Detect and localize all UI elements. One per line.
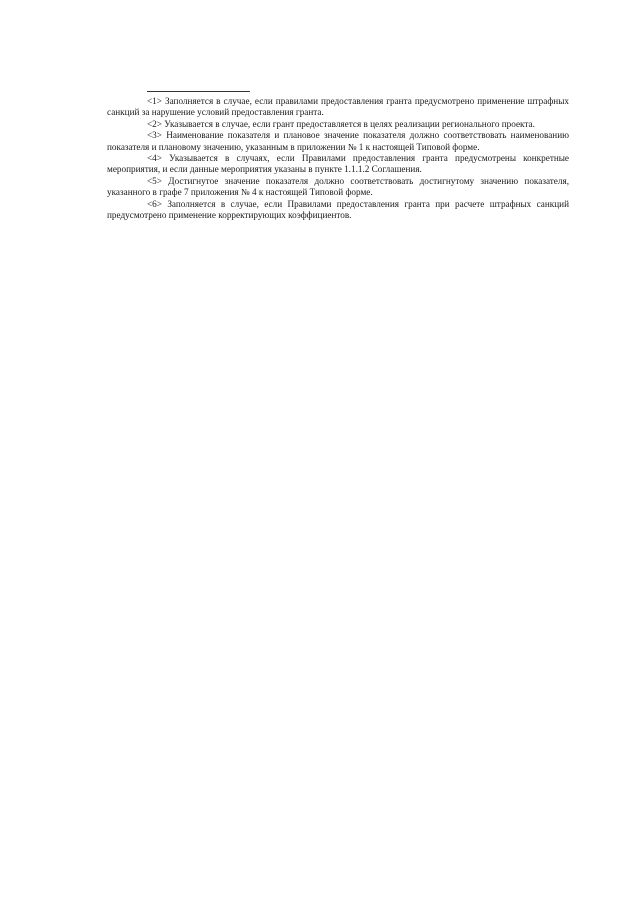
- footnote-marker: <4>: [147, 153, 162, 164]
- footnote-marker: <1>: [147, 96, 162, 106]
- footnote-text: Указывается в случаях, если Правилами предоставления гранта предусмотрены конкретные мероприятия, и если данные мероприятия указаны в пункте 1.1.1.2 Соглашения.: [107, 153, 570, 175]
- footnote-marker: <5>: [147, 175, 162, 186]
- footnote-4: [107, 153, 569, 176]
- footnote-text: Заполняется в случае, если Правилами предоставления гранта при расчете штрафных санкций предусмотрено применение корректирующих коэффициентов.: [107, 198, 569, 221]
- footnote-5: [107, 176, 569, 199]
- footnote-marker: <2>: [147, 118, 162, 129]
- footnote-text: Наименование показателя и плановое значение показателя должно соответствовать наименованию показателя и плановому значению, указанным в приложении № 1 к настоящей Типовой форме.: [107, 130, 569, 152]
- footnote-marker: <6>: [147, 198, 162, 209]
- footnote-6: [107, 199, 569, 222]
- footnote-text: Указывается в случае, если грант предоставляется в целях реализации регионального проекта.: [164, 118, 535, 129]
- footnote-separator: [147, 91, 250, 92]
- footnotes-block: [107, 96, 569, 221]
- footnote-text: Заполняется в случае, если правилами предоставления гранта предусмотрено применение штрафных санкций за нарушение условий предоставления гранта.: [107, 96, 569, 118]
- footnote-2: [107, 119, 569, 130]
- footnote-marker: <3>: [147, 130, 162, 141]
- footnote-text: Достигнутое значение показателя должно соответствовать достигнутому значению показателя, указанного в графе 7 приложения № 4 к настоящей Типовой форме.: [107, 175, 569, 198]
- footnote-3: [107, 130, 569, 153]
- footnote-1: [107, 96, 569, 119]
